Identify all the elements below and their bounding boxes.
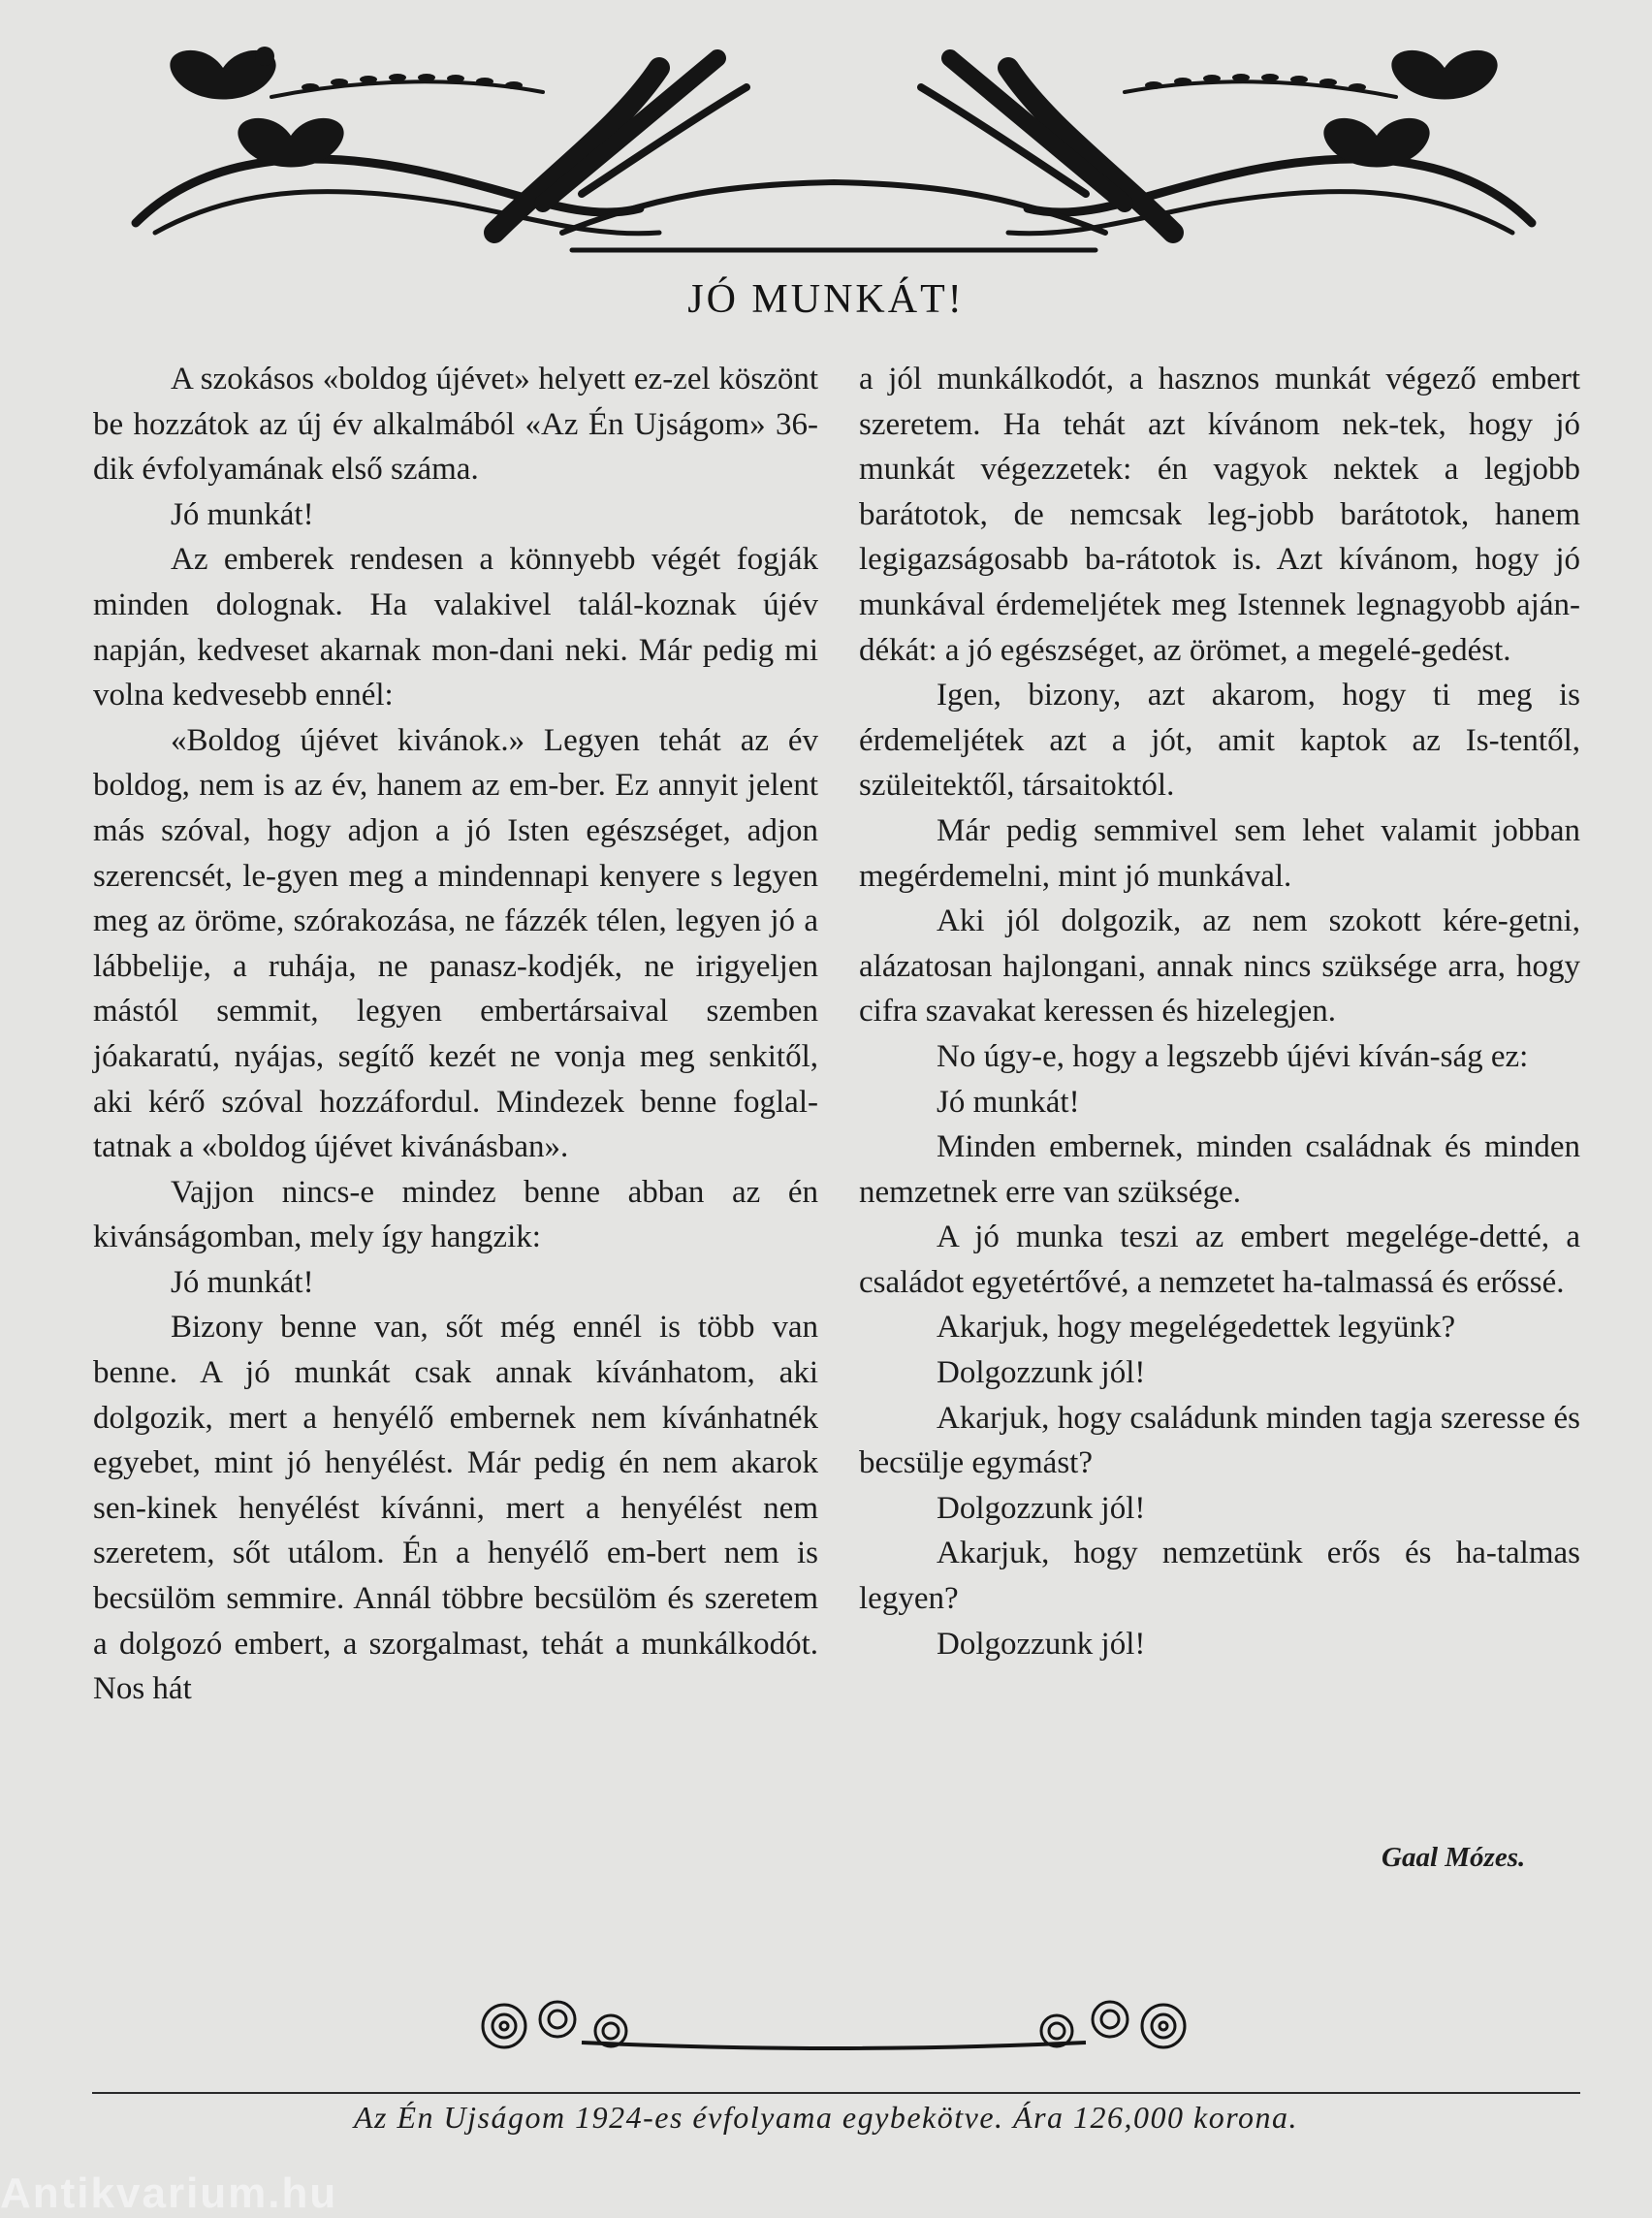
paragraph: Jó munkát! (171, 496, 314, 532)
article-title: JÓ MUNKÁT! (687, 277, 965, 322)
paragraph: Dolgozzunk jól! (937, 1490, 1146, 1526)
paragraph: Aki jól dolgozik, az nem szokott kére-getni, alázatosan hajlongani, annak nincs szüksége arra, hogy cifra szavakat keressen és hizelegjen. (859, 903, 1580, 1030)
paragraph: «Boldog újévet kivánok.» Legyen tehát az év boldog, nem is az év, hanem az em-ber. Ez annyit jelent más szóval, hogy adjon a jó Isten egészséget, adjon szerencsét, le-gyen meg a mindennapi kenyere s legyen meg az öröme, szórakozása, ne fázzék télen, legyen jó a lábbelije, a ruhája, ne panasz-kodjék, ne irigyeljen mástól semmit, legyen embertársaival szemben jóakaratú, nyájas, segítő kezét ne vonja meg senkitől, aki kérő szóval hozzáfordul. Mindezek benne foglal-tatnak a «boldog újévet kivánásban». (93, 722, 818, 1165)
paragraph: No úgy-e, hogy a legszebb újévi kíván-ság ez: (937, 1038, 1529, 1074)
author-signature: Gaal Mózes. (1382, 1842, 1526, 1873)
paragraph: Dolgozzunk jól! (937, 1626, 1146, 1662)
paragraph: Akarjuk, hogy nemzetünk erős és ha-talmas legyen? (859, 1536, 1580, 1617)
paragraph: Akarjuk, hogy megelégedettek legyünk? (937, 1310, 1456, 1346)
footer-notice: Az Én Ujságom 1924-es évfolyama egybekötve. Ára 126,000 korona. (354, 2100, 1298, 2135)
rose-vignette-ornament-icon (465, 1982, 1202, 2060)
paragraph: Igen, bizony, azt akarom, hogy ti meg is érdemeljétek azt a jót, amit kaptok az Is-tentől, szüleitektől, társaitoktól. (859, 678, 1580, 804)
paragraph: Már pedig semmivel sem lehet valamit jobban megérdemelni, mint jó munkával. (859, 812, 1580, 894)
paragraph: Jó munkát! (937, 1084, 1080, 1120)
paragraph: A jó munka teszi az embert megelége-detté, a családot egyetértővé, a nemzetet ha-talmassá és erőssé. (859, 1220, 1580, 1300)
paragraph: Bizony benne van, sőt még ennél is több van benne. A jó munkát csak annak kívánhatom, aki dolgozik, mert a henyélő embernek nem kívánhatnék egyebet, mint jó henyélést. Már pedig én nem akarok sen-kinek henyélést kívánni, mert a henyélést nem szeretem, sőt utálom. Én a henyélő em-bert nem is becsülöm semmire. Annál többre becsülöm és szeretem a dolgozó embert, a szorgalmast, tehát a munkálkodót. Nos hát (93, 1310, 818, 1707)
footer-divider (92, 2092, 1580, 2094)
paragraph: Az emberek rendesen a könnyebb végét fogják minden dolognak. Ha valakivel talál-koznak újév napján, kedveset akarnak mon-dani neki. Már pedig mi volna kedvesebb ennél: (93, 542, 818, 713)
paragraph: Jó munkát! (171, 1264, 314, 1300)
paragraph: a jól munkálkodót, a hasznos munkát végező embert szeretem. Ha tehát azt kívánom nek-tek, hogy jó munkát végezzetek: én vagyok nektek a legjobb barátotok, de nemcsak leg-jobb barátotok, hanem legigazságosabb ba-rátotok is. Azt kívánom, hogy jó munkával érdemeljétek meg Istennek legnagyobb aján-dékát: a jó egészséget, az örömet, a megelé-gedést. (859, 362, 1580, 668)
paragraph: Akarjuk, hogy családunk minden tagja szeresse és becsülje egymást? (859, 1400, 1580, 1481)
article-left-column (93, 357, 818, 1712)
watermark: Antikvarium.hu (0, 2170, 338, 2217)
art-nouveau-header-ornament-icon (116, 39, 1551, 262)
paragraph: Dolgozzunk jól! (937, 1355, 1146, 1391)
paragraph: A szokásos «boldog újévet» helyett ez-zel köszönt be hozzátok az új év alkalmából «Az Én Ujságom» 36-dik évfolyamának első száma. (93, 362, 818, 488)
paragraph: Vajjon nincs-e mindez benne abban az én kivánságomban, mely így hangzik: (93, 1174, 818, 1255)
article-right-column (859, 357, 1580, 1666)
paragraph: Minden embernek, minden családnak és minden nemzetnek erre van szüksége. (859, 1129, 1580, 1210)
